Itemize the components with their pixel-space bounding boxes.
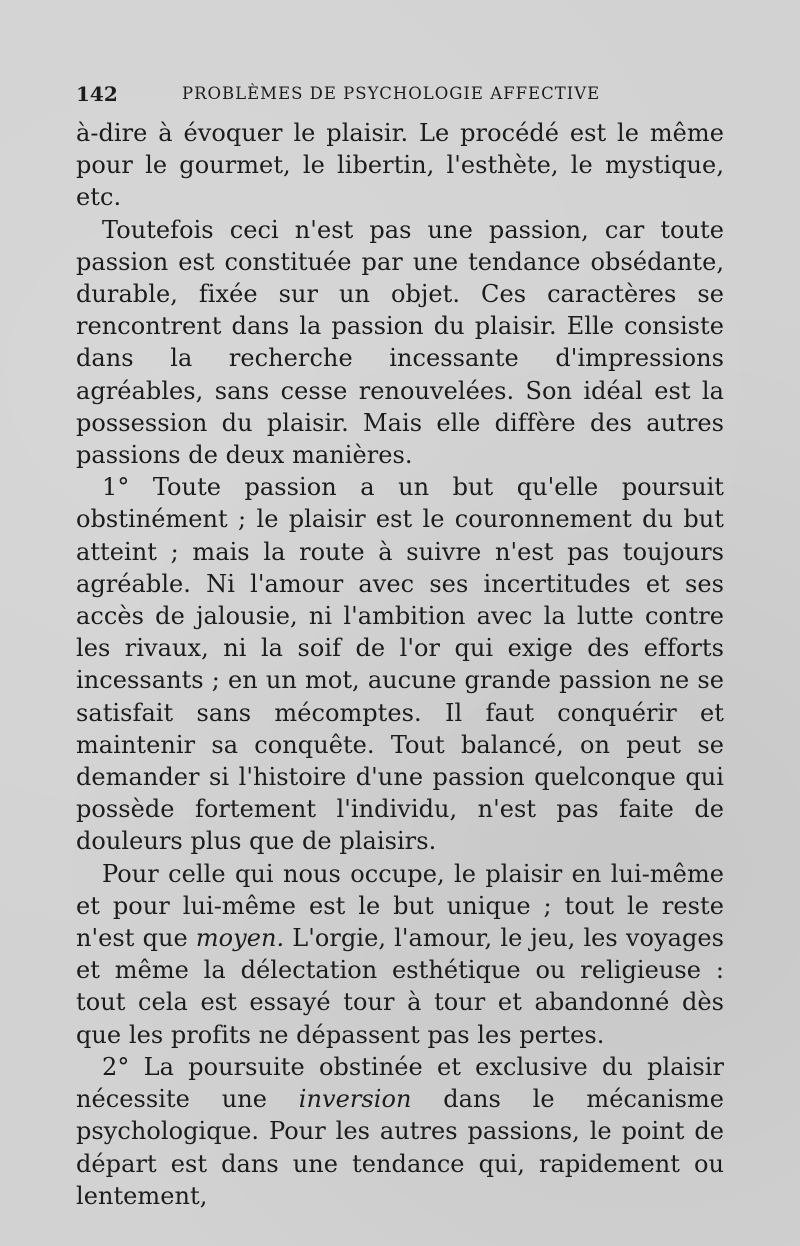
paragraph-text: 1° Toute passion a un but qu'elle poursuit obstinément ; le plaisir est le couronnement du but atteint ; mais la route à suivre n'est pas toujours agréable. Ni l'amour avec ses incertitudes et ses accès de jalousie, ni l'ambition avec la lutte contre les rivaux, ni la soif de l'or qui exige des efforts incessants ; en un mot, aucune grande passion ne se satisfait sans mécomptes. Il faut conquérir et maintenir sa conquête. Tout balancé, on peut se demander si l'histoire d'une passion quelconque qui possède fortement l'individu, n'est pas faite de douleurs plus que de plaisirs. — [76, 473, 724, 856]
emphasis-inversion: inversion — [298, 1085, 412, 1114]
paragraph-text-before: Pour celle qui nous occupe, le plaisir en lui-même et pour lui-même est le but unique ; tout le reste n'est que — [76, 859, 724, 953]
running-title: PROBLÈMES DE PSYCHOLOGIE AFFECTIVE — [182, 84, 601, 103]
paragraph-point-two — [76, 1051, 724, 1212]
page-header — [76, 80, 726, 108]
paragraph-text-after: dans le mécanisme psychologique. Pour les autres passions, le point de départ est dans une tendance qui, rapidement ou lentement, — [76, 1085, 725, 1210]
emphasis-moyen: moyen. — [195, 924, 285, 953]
paragraph-point-one — [76, 471, 724, 857]
paragraph-text-after: L'orgie, l'amour, le jeu, les voyages et même la délectation esthétique ou religieuse : tout cela est essayé tour à tour et abandonné dès que les profits ne dépassent pas les pertes. — [76, 924, 724, 1049]
paragraph-pour-celle — [76, 858, 724, 1051]
paragraph-text-before: 2° La poursuite obstinée et exclusive du plaisir nécessite une — [76, 1052, 724, 1114]
paragraph-toutefois — [76, 214, 724, 472]
paragraph-text: Toutefois ceci n'est pas une passion, car toute passion est constituée par une tendance obsédante, durable, fixée sur un objet. Ces caractères se rencontrent dans la passion du plaisir. Elle consiste dans la recherche incessante d'impressions agréables, sans cesse renouvelées. Son idéal est la possession du plaisir. Mais elle diffère des autres passions de deux manières. — [76, 215, 724, 470]
paragraph-continuation — [76, 117, 724, 214]
page-number: 142 — [76, 82, 118, 106]
paragraph-text: à-dire à évoquer le plaisir. Le procédé est le même pour le gourmet, le libertin, l'esthète, le mystique, etc. — [76, 119, 724, 212]
body-text — [76, 117, 724, 1212]
